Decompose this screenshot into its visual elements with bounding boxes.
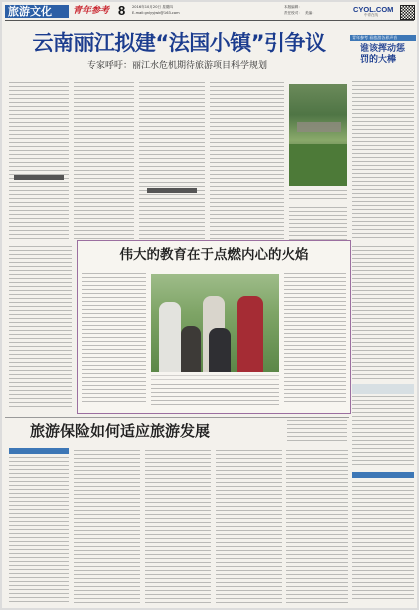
lead-headline: 云南丽江拟建“法国小镇”引争议 (32, 31, 326, 55)
photo-side-text (289, 207, 347, 242)
lead-body-col1 (9, 82, 69, 242)
second-body-col1 (9, 457, 69, 605)
edition-date: 2016年10月20日 星期四 (132, 5, 173, 9)
feature-body-col1 (82, 273, 146, 405)
feature-body-col2 (151, 384, 279, 408)
newspaper-page (2, 2, 417, 608)
second-section-bar (9, 448, 69, 454)
lead-body-col3 (139, 82, 205, 242)
second-body-col3 (145, 450, 211, 605)
second-body-col2 (74, 450, 140, 605)
right-body-lower (352, 246, 414, 381)
lead-subhead-1 (14, 175, 64, 180)
person-1 (159, 302, 181, 372)
right-column (350, 23, 416, 243)
feature-photo-caption (151, 375, 279, 381)
feature-photo (151, 274, 279, 372)
section-title: 旅游文化 (8, 5, 52, 18)
right-box-2-title (352, 384, 414, 394)
lead-continued-col (9, 246, 72, 410)
photo-caption (289, 190, 347, 202)
photo-rooftops (297, 122, 341, 132)
feature-body-col3 (284, 273, 346, 405)
lead-subheadline: 专家呼吁：丽江水危机期待旅游项目科学规划 (86, 61, 267, 71)
proofreader-label: 责任校对： (284, 11, 302, 15)
designer-label: 美编： (305, 11, 316, 15)
person-2 (181, 326, 201, 372)
right-body-text (352, 81, 414, 241)
qr-code (400, 5, 415, 20)
lead-body-col2 (74, 82, 134, 242)
right-box-2-text (352, 396, 414, 466)
right-box-3-bar (352, 472, 414, 478)
editor-label: 本版编辑： (284, 5, 302, 9)
person-5 (237, 296, 263, 372)
email-line: E-mail:gnlyyjwk@163.com (132, 11, 180, 15)
lead-subhead-2 (147, 188, 197, 193)
brand-logo: 青年参考 (73, 6, 110, 16)
second-body-col5 (286, 450, 348, 605)
feature-box (77, 240, 351, 414)
right-headline: 谁该挥动惩罚的大棒 (360, 44, 406, 65)
second-body-col4 (216, 450, 282, 605)
lead-top-right-block (287, 420, 347, 444)
village-photo (289, 84, 347, 186)
site-sub: 中青在线 (364, 13, 378, 17)
right-box-3-text (352, 482, 414, 602)
page-number: 8 (118, 3, 126, 18)
masthead-rule (5, 20, 414, 21)
right-section-label: 青年参考 看旅游各界声音 (352, 35, 398, 40)
second-headline: 旅游保险如何适应旅游发展 (30, 422, 211, 440)
feature-headline: 伟大的教育在于点燃内心的火焰 (119, 247, 309, 263)
section-rule (5, 417, 349, 418)
lead-body-col4 (210, 82, 284, 242)
masthead (2, 2, 417, 20)
person-4 (209, 328, 231, 372)
photo-field (289, 144, 347, 186)
site-logo: CYOL.COM (353, 5, 394, 14)
